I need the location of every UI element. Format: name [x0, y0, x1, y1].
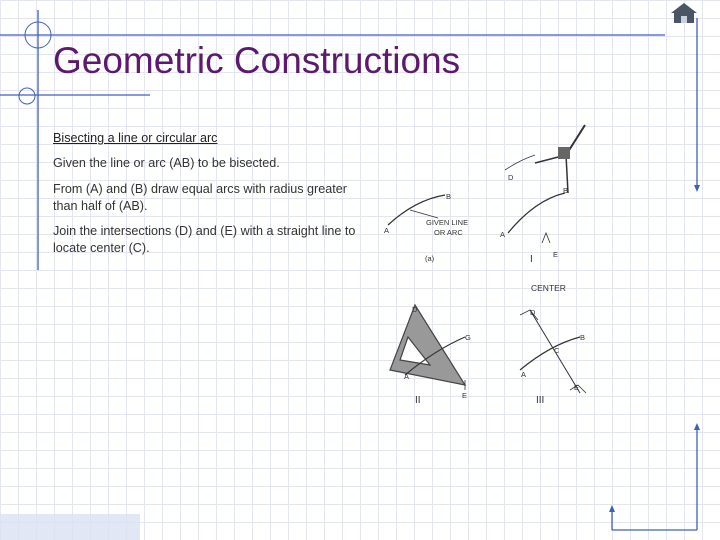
- paragraph-join: Join the intersections (D) and (E) with a straight line to locate center (C).: [53, 224, 356, 255]
- label-num-iii: III: [536, 395, 545, 405]
- arc-ab-4: [520, 337, 580, 370]
- label-e2: E: [553, 250, 559, 259]
- label-b4: B: [580, 333, 586, 342]
- label-center: CENTER: [531, 283, 566, 293]
- label-a4: A: [521, 370, 527, 379]
- label-num-ii: II: [415, 395, 421, 405]
- label-num-i: I: [530, 254, 533, 265]
- label-b1: B: [446, 192, 452, 201]
- label-a2: A: [500, 230, 506, 239]
- label-d4: D: [530, 308, 536, 317]
- arc-ab-2: [508, 193, 565, 233]
- label-a1: A: [384, 226, 390, 235]
- label-d2: D: [508, 173, 514, 182]
- paragraph-given: Given the line or arc (AB) to be bisected.: [53, 156, 280, 170]
- label-e4: E: [574, 383, 580, 392]
- label-c4: C: [554, 346, 560, 355]
- paragraph-draw-arcs: From (A) and (B) draw equal arcs with radius greater than half of (AB).: [53, 182, 347, 213]
- slide-title: Geometric Constructions: [53, 40, 461, 81]
- label-sub-a: (a): [425, 254, 435, 263]
- label-a3: A: [404, 372, 410, 381]
- label-g3: G: [465, 333, 471, 342]
- home-icon[interactable]: [670, 2, 698, 24]
- label-given: GIVEN LINE: [426, 218, 469, 227]
- label-or-arc: OR ARC: [434, 228, 463, 237]
- section-heading: Bisecting a line or circular arc: [53, 131, 218, 145]
- label-d3: D: [412, 305, 418, 314]
- bisecting-construction-figure: [370, 115, 600, 405]
- label-b2: B: [563, 186, 569, 195]
- label-e3: E: [462, 391, 468, 400]
